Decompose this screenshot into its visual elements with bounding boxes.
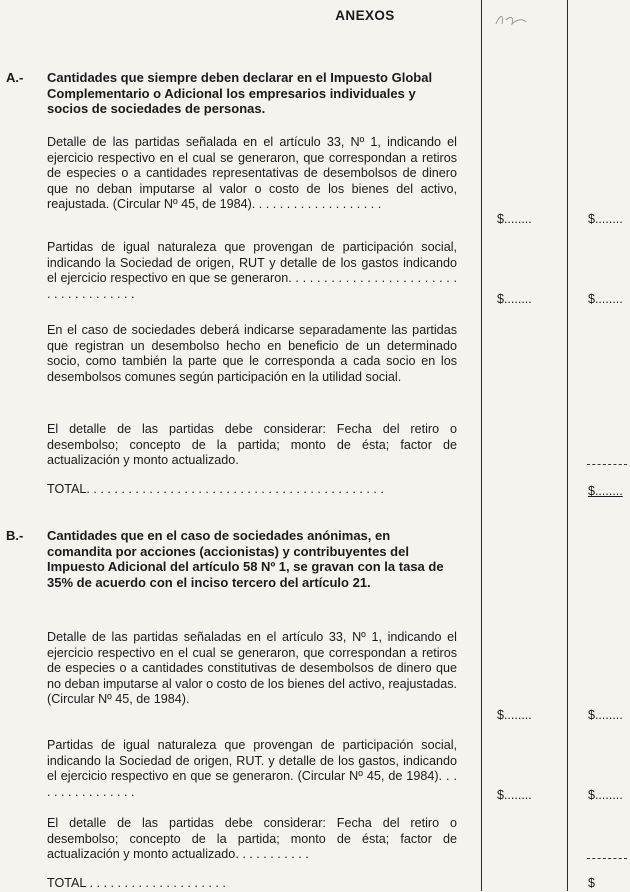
- section-b-amount-2-col1: $........: [497, 788, 532, 802]
- section-b-paragraph-1: Detalle de las partidas señaladas en el artículo 33, Nº 1, indicando el ejercicio respectivo en el cual se generaron, que correspondan a retiros de especies o a cantidades constitutivas de desembolsos de dinero que no deban imputarse al valor o costo de los bienes del activo, reajustadas. (Circular Nº 45, de 1984).: [47, 630, 457, 707]
- section-b-total: TOTAL . . . . . . . . . . . . . . . . . . . .: [47, 876, 226, 890]
- section-a-paragraph-1: Detalle de las partidas señalada en el artículo 33, Nº 1, indicando el ejercicio respectivo en el cual se generaron, que correspondan a retiros de especies o a cantidades representativas de desembolsos de dinero que no deban imputarse al valor o costo de los bienes del activo, reajustada. (Circular Nº 45, de 1984). . . . . . . . . . . . . . . . . . .: [47, 135, 457, 212]
- column-divider-left: [481, 0, 482, 891]
- section-b-heading: Cantidades que en el caso de sociedades anónimas, en comandita por acciones (accionistas) y contribuyentes del Impuesto Adicional del artículo 58 Nº 1, se gravan con la tasa de 35% de acuerdo con el inciso tercero del artículo 21.: [47, 528, 444, 590]
- section-b-amount-1-col1: $........: [497, 708, 532, 722]
- section-a-paragraph-4: El detalle de las partidas debe considerar: Fecha del retiro o desembolso; concepto de la partida; monto de ésta; factor de actualización y monto actualizado.: [47, 422, 457, 468]
- section-a-paragraph-2: Partidas de igual naturaleza que provengan de participación social, indicando la Sociedad de origen, RUT y detalle de los gastos indicando el ejercicio respectivo en que se generaron. . . . . . . . . . . . . . . . . . . . . . . . . . . . . . . . . . . . .: [47, 240, 457, 301]
- column-divider-right: [567, 0, 568, 891]
- section-a-total-amount: $........: [588, 484, 623, 498]
- section-a-amount-1-col1: $........: [497, 212, 532, 226]
- handwritten-mark-icon: [492, 10, 532, 32]
- section-b-amount-1-col2: $........: [588, 708, 623, 722]
- section-b-paragraph-2: Partidas de igual naturaleza que provengan de participación social, indicando la Sociedad de origen, RUT. y detalle de los gastos, indicando el ejercicio respectivo en que se generaron. (Circular Nº 45, de 1984). . . . . . . . . . . . . . . .: [47, 738, 457, 799]
- page-title: ANEXOS: [335, 8, 395, 23]
- section-b-subtotal-line: [587, 858, 627, 859]
- section-b-total-amount: $: [588, 876, 595, 890]
- section-a-heading: Cantidades que siempre deben declarar en el Impuesto Global Complementario o Adicional los empresarios individuales y socios de sociedades de personas.: [47, 70, 433, 116]
- section-b-amount-2-col2: $........: [588, 788, 623, 802]
- section-a-subtotal-line: [587, 464, 627, 465]
- section-a-amount-1-col2: $........: [588, 212, 623, 226]
- section-a-amount-2-col1: $........: [497, 292, 532, 306]
- section-b-letter: B.-: [6, 528, 24, 543]
- section-a-paragraph-3: En el caso de sociedades deberá indicarse separadamente las partidas que registran un desembolso hecho en beneficio de un determinado socio, como también la parte que le corresponda a cada socio en los desembolsos comunes según participación en la utilidad social.: [47, 323, 457, 384]
- section-a-total: TOTAL. . . . . . . . . . . . . . . . . . . . . . . . . . . . . . . . . . . . . . . . . . .: [47, 482, 384, 496]
- section-b-paragraph-3: El detalle de las partidas debe considerar: Fecha del retiro o desembolso; concepto de la partida; monto de ésta; factor de actualización y monto actualizado. . . . . . . . . . .: [47, 816, 457, 862]
- section-a-amount-2-col2: $........: [588, 292, 623, 306]
- section-a-letter: A.-: [6, 70, 24, 85]
